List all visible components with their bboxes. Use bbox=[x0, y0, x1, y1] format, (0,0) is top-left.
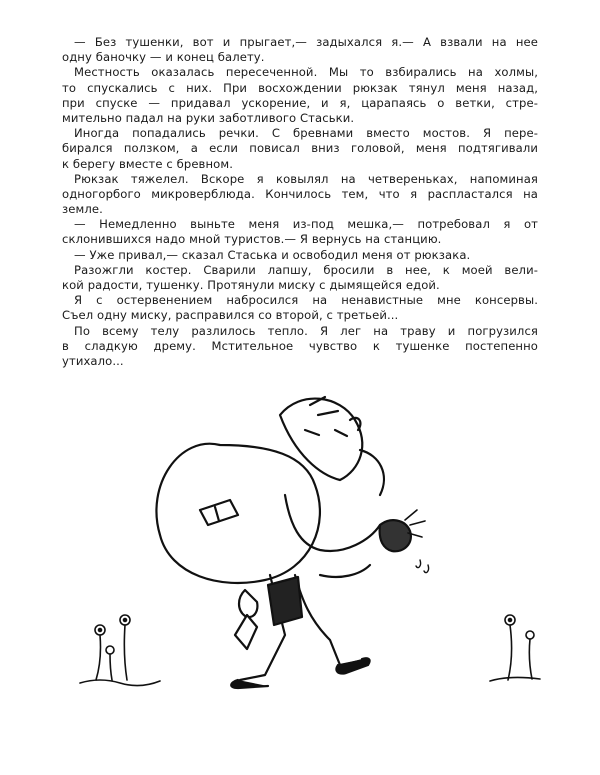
text-line: Разожгли костер. Сварили лапшу, бросили в нее, к моей вели- bbox=[74, 262, 538, 277]
text-line: Иногда попадались речки. С бревнами вместо мостов. Я пере- bbox=[74, 126, 538, 141]
text-line: — Без тушенки, вот и прыгает,— задыхался я.— А взвали на нее bbox=[74, 35, 538, 49]
text-line: земле. bbox=[62, 202, 103, 217]
text-line: Местность оказалась пересеченной. Мы то взбирались на холмы, bbox=[74, 65, 538, 80]
text-line: одногорбого микроверблюда. Кончилось тем, что я распластался на bbox=[62, 186, 538, 201]
text-line: — Уже привал,— сказал Стаська и освободил меня от рюкзака. bbox=[74, 247, 471, 262]
text-line: мительно падал на руки заботливого Стаськи. bbox=[62, 110, 355, 125]
text-line: к берегу вместе с бревном. bbox=[62, 156, 233, 171]
text-line: кой радости, тушенку. Протянули миску с дымящейся едой. bbox=[62, 278, 440, 292]
text-line: По всему телу разлилось тепло. Я лег на траву и погрузился bbox=[74, 323, 538, 338]
text-line: Рюкзак тяжелел. Вскоре я ковылял на четвереньках, напоминая bbox=[74, 171, 538, 186]
man-figure bbox=[231, 495, 428, 688]
flowers-left bbox=[80, 615, 160, 686]
text-line: Я с остервенением набросился на ненавистные мне консервы. bbox=[74, 293, 538, 308]
text-line: утихало... bbox=[62, 353, 124, 368]
text-line: бирался ползком, а если повисал вниз головой, меня подтягивали bbox=[62, 141, 538, 156]
text-line: то спускались с них. При восхождении рюкзак тянул меня назад, bbox=[62, 80, 538, 95]
flowers-right bbox=[490, 615, 540, 681]
page-text bbox=[62, 35, 538, 369]
illustration-man-with-backpack bbox=[70, 375, 550, 695]
text-line: — Немедленно выньте меня из-под мешка,— потребовал я от bbox=[74, 217, 538, 232]
text-line: Съел одну миску, расправился со второй, с третьей... bbox=[62, 308, 399, 323]
text-line: при спуске — придавал ускорение, и я, царапаясь о ветки, стре- bbox=[62, 95, 538, 110]
text-line: в сладкую дрему. Мстительное чувство к тушенке постепенно bbox=[62, 338, 538, 353]
text-line: склонившихся надо мной туристов.— Я вернусь на станцию. bbox=[62, 232, 442, 247]
text-line: одну баночку — и конец балету. bbox=[62, 50, 265, 65]
backpack-sack bbox=[156, 397, 383, 583]
